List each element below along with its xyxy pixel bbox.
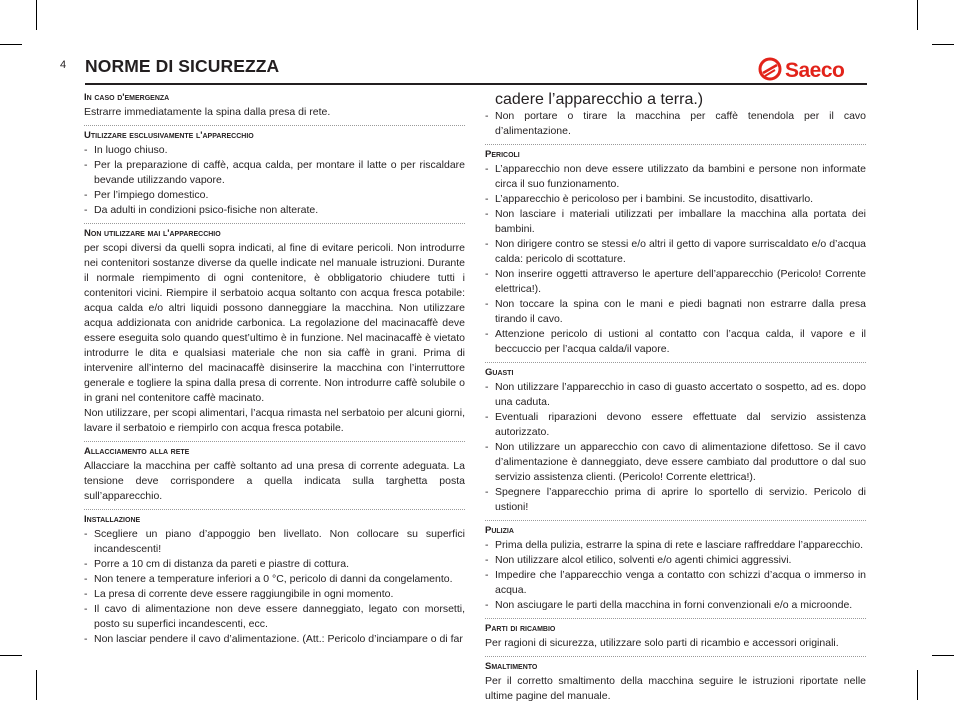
page-title: NORME DI SICUREZZA: [85, 56, 280, 76]
left-column: [84, 91, 465, 652]
bullet-list: [485, 162, 866, 357]
list-item: - Spegnere l’apparecchio prima di aprire lo sportello di servizio. Pericolo di ustioni!: [485, 485, 866, 515]
saeco-logo-text: Saeco: [785, 59, 845, 82]
list-item: - Non tenere a temperature inferiori a 0 °C, pericolo di danni da congelamento.: [84, 572, 465, 587]
paragraph: Per il corretto smaltimento della macchina seguire le istruzioni riportate nelle ultime pagine del manuale.: [485, 675, 866, 702]
bullet-list: [84, 143, 465, 218]
list-item: - Non toccare la spina con le mani e piedi bagnati non estrarre dalla presa tirando il cavo.: [485, 297, 866, 327]
list-item: - Prima della pulizia, estrarre la spina di rete e lasciare raffreddare l’apparecchio.: [485, 538, 866, 553]
section: [84, 509, 465, 647]
right-column: [485, 91, 866, 709]
list-item: - Non lasciare i materiali utilizzati per imballare la macchina alla portata dei bambini.: [485, 207, 866, 237]
section: [84, 125, 465, 218]
list-item: - Non utilizzare l’apparecchio in caso di guasto accertato o sospetto, ad es. dopo una caduta.: [485, 380, 866, 410]
list-item: - Non lasciar pendere il cavo d’alimentazione. (Att.: Pericolo d’inciampare o di far: [84, 632, 465, 647]
section: [485, 362, 866, 515]
section-title: Pulizia: [485, 520, 866, 536]
section-title: Allacciamento alla rete: [84, 441, 465, 457]
list-item: - Per la preparazione di caffè, acqua calda, per montare il latte o per riscaldare bevande utilizzando vapore.: [84, 158, 465, 188]
list-item: - Per l’impiego domestico.: [84, 188, 465, 203]
crop-mark: [917, 0, 918, 30]
list-item: - Non inserire oggetti attraverso le aperture dell’apparecchio (Pericolo! Corrente elettrica!).: [485, 267, 866, 297]
section: [84, 91, 465, 120]
bullet-list: [84, 527, 465, 647]
section-title: Installazione: [84, 509, 465, 525]
saeco-logo-icon: [760, 59, 780, 79]
list-item: - Non utilizzare alcol etilico, solventi e/o agenti chimici aggressivi.: [485, 553, 866, 568]
crop-mark: [0, 655, 22, 656]
list-item: - L’apparecchio è pericoloso per i bambini. Se incustodito, disattivarlo.: [485, 192, 866, 207]
paragraph: Per ragioni di sicurezza, utilizzare solo parti di ricambio e accessori originali.: [485, 637, 839, 649]
section-title: Non utilizzare mai l'apparecchio: [84, 223, 465, 239]
bullet-list: [485, 538, 866, 613]
list-item: - Eventuali riparazioni devono essere effettuate dal servizio assistenza autorizzato.: [485, 410, 866, 440]
paragraph: Allacciare la macchina per caffè soltanto ad una presa di corrente adeguata. La tensione deve corrispondere a quella indicata sulla targhetta posta sull’apparecchio.: [84, 460, 465, 502]
list-item: - L’apparecchio non deve essere utilizzato da bambini e persone non informate circa il suo funzionamento.: [485, 162, 866, 192]
paragraph: per scopi diversi da quelli sopra indicati, al fine di evitare pericoli. Non introdurre nei contenitori sostanze diverse da quelle indicate nel manuale istruzioni. Durante il normale riempimento di ogni contenitore, è obbligatorio chiudere tutti i contenitori vicini. Riempire il serbatoio acqua soltanto con acqua fresca potabile: acqua calda e/o altri liquidi possono danneggiare la macchina. Non utilizzare acqua addizionata con anidride carbonica. La regolazione del macinacaffè deve essere eseguita solo quando quest’ultimo è in funzione. Nel macinacaffè è vietato introdurre le dita e qualsiasi materiale che non sia caffè in grani. Prima di intervenire all’interno del macinacaffè disinserire la macchina con l’interruttore generale e togliere la spina dalla presa di corrente. Non introdurre caffè solubile o in grani nel contenitore caffè macinato.: [84, 242, 465, 404]
crop-mark: [917, 670, 918, 700]
section: [485, 618, 866, 651]
list-item: - Porre a 10 cm di distanza da pareti e piastre di cottura.: [84, 557, 465, 572]
list-item: - Il cavo di alimentazione non deve essere danneggiato, legato con morsetti, posto su superfici incandescenti, ecc.: [84, 602, 465, 632]
crop-mark: [932, 655, 954, 656]
section-title: Parti di ricambio: [485, 618, 866, 634]
section: [485, 520, 866, 613]
section: [84, 223, 465, 436]
continued-text: cadere l’apparecchio a terra.): [495, 91, 704, 108]
list-item: - Scegliere un piano d’appoggio ben livellato. Non collocare su superfici incandescenti!: [84, 527, 465, 557]
paragraph: Estrarre immediatamente la spina dalla presa di rete.: [84, 106, 331, 118]
section: [485, 91, 866, 139]
list-item: - Non utilizzare un apparecchio con cavo di alimentazione difettoso. Se il cavo d’alimentazione è danneggiato, deve essere cambiato dal produttore o dal suo servizio assistenza clienti. (Pericolo! Corrente elettrica!).: [485, 440, 866, 485]
section: [485, 144, 866, 357]
section: [485, 656, 866, 704]
saeco-logo: [758, 55, 868, 83]
title-divider: [85, 83, 867, 85]
bullet-list: [485, 109, 866, 139]
paragraph: Non utilizzare, per scopi alimentari, l’acqua rimasta nel serbatoio per alcuni giorni, lavare il serbatoio e riempirlo con acqua fresca potabile.: [84, 407, 465, 434]
list-item: - Da adulti in condizioni psico-fisiche non alterate.: [84, 203, 465, 218]
list-item: - La presa di corrente deve essere raggiungibile in ogni momento.: [84, 587, 465, 602]
section-title: Guasti: [485, 362, 866, 378]
crop-mark: [36, 0, 37, 30]
list-item: - Attenzione pericolo di ustioni al contatto con l’acqua calda, il vapore e il beccuccio per l’acqua calda/il vapore.: [485, 327, 866, 357]
crop-mark: [36, 670, 37, 700]
list-item: - Non portare o tirare la macchina per caffè tenendola per il cavo d’alimentazione.: [485, 109, 866, 139]
section-title: In caso d'emergenza: [84, 92, 170, 103]
section: [84, 441, 465, 504]
bullet-list: [485, 380, 866, 515]
crop-mark: [0, 44, 22, 45]
section-title: Utilizzare esclusivamente l'apparecchio: [84, 125, 465, 141]
crop-mark: [932, 44, 954, 45]
list-item: - Impedire che l’apparecchio venga a contatto con schizzi d’acqua o immerso in acqua.: [485, 568, 866, 598]
section-title: Smaltimento: [485, 656, 866, 672]
section-title: Pericoli: [485, 144, 866, 160]
page-number: 4: [60, 59, 67, 71]
list-item: - Non dirigere contro se stessi e/o altri il getto di vapore surriscaldato e/o d’acqua calda: pericolo di scottature.: [485, 237, 866, 267]
list-item: - In luogo chiuso.: [84, 143, 465, 158]
list-item: - Non asciugare le parti della macchina in forni convenzionali e/o a microonde.: [485, 598, 866, 613]
